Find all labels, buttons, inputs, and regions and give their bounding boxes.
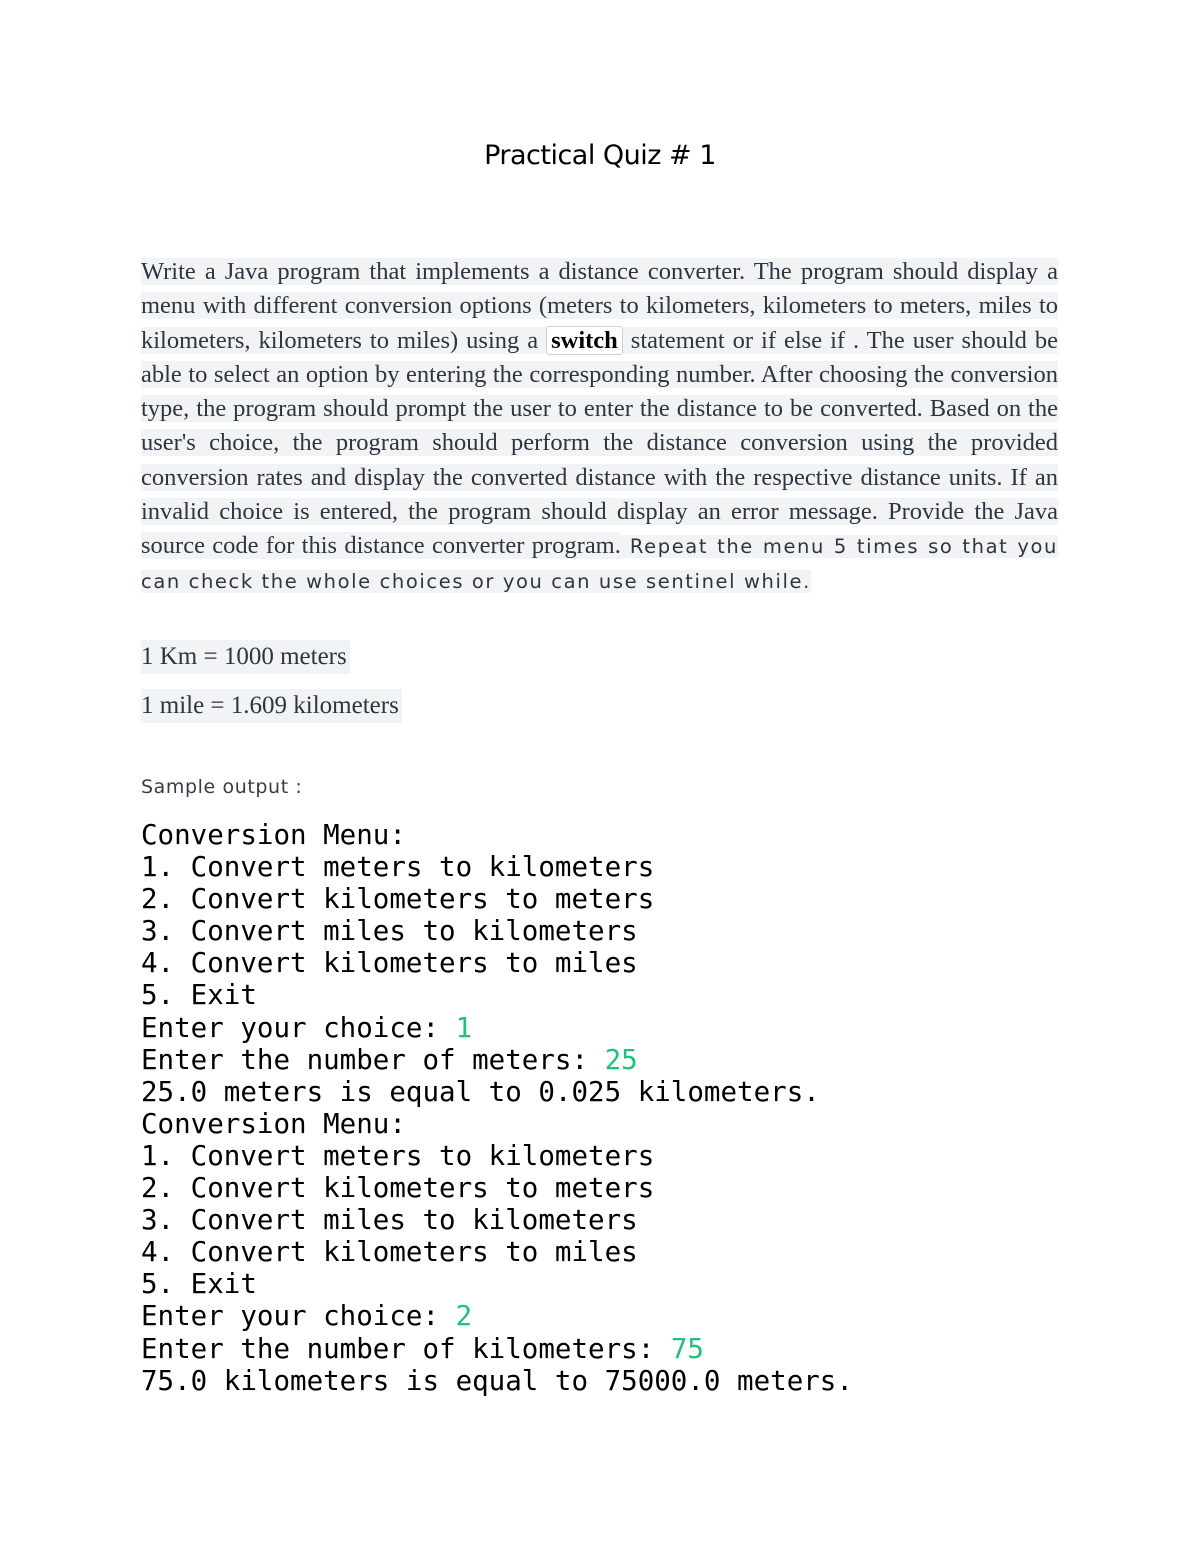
console-line <box>141 883 853 915</box>
console-line-text: 2. Convert kilometers to meters <box>141 883 655 916</box>
console-line-text: 1. Convert meters to kilometers <box>141 1139 655 1172</box>
console-line-text: Enter your choice: <box>141 1300 456 1333</box>
console-line <box>141 1140 853 1172</box>
console-line-text: 4. Convert kilometers to miles <box>141 947 638 980</box>
console-line-text: Conversion Menu: <box>141 1107 406 1140</box>
console-line <box>141 1365 853 1397</box>
console-line-text: 75.0 kilometers is equal to 75000.0 meters. <box>141 1364 853 1397</box>
statement-text-after-keyword: statement or if else if . The user should be able to select an option by entering the corresponding number. After choosing the conversion type, the program should prompt the user to enter the distance to be converted. Based on the user's choice, the program should perform the distance conversion using the provided conversion rates and display the converted distance with the respective distance units. If an invalid choice is entered, the program should display an error message. Provide the Java source code for this distance converter program <box>141 326 1058 560</box>
statement-text-before-keyword: Write a Java program that implements a distance converter. The program should display a menu with different conversion options (meters to kilometers, kilometers to meters, miles to kilometers, kilometers to miles) using a <box>141 258 1058 354</box>
console-line <box>141 1076 853 1108</box>
console-user-input: 1 <box>455 1011 473 1044</box>
console-line-text: 3. Convert miles to kilometers <box>141 1204 638 1237</box>
console-line <box>141 851 853 883</box>
console-line <box>141 947 853 979</box>
console-user-input: 75 <box>670 1332 704 1365</box>
console-line <box>141 819 853 851</box>
formula-mile-km: 1 mile = 1.609 kilometers <box>141 689 402 723</box>
console-line-text: 1. Convert meters to kilometers <box>141 851 655 884</box>
console-line-text: Enter the number of meters: <box>141 1043 605 1076</box>
console-line-text: 5. Exit <box>141 979 257 1012</box>
console-line <box>141 1268 853 1300</box>
console-line <box>141 1236 853 1268</box>
problem-statement <box>141 255 1058 598</box>
console-line <box>141 1108 853 1140</box>
console-line <box>141 1333 853 1365</box>
console-line-text: 4. Convert kilometers to miles <box>141 1236 638 1269</box>
console-line-text: Enter your choice: <box>141 1011 456 1044</box>
console-line-text: 2. Convert kilometers to meters <box>141 1172 655 1205</box>
statement-period: . <box>614 532 621 560</box>
page-title: Practical Quiz # 1 <box>484 140 716 171</box>
console-line-text: 5. Exit <box>141 1268 257 1301</box>
sample-output-label: Sample output : <box>141 776 303 798</box>
sample-console-output <box>141 819 853 1397</box>
statement-repeat-note: Repeat the menu 5 times so that you can check the whole choices or you can use sentinel while. <box>141 535 1058 593</box>
console-line <box>141 1012 853 1044</box>
console-line <box>141 1300 853 1332</box>
console-line <box>141 915 853 947</box>
console-line-text: Conversion Menu: <box>141 819 406 851</box>
console-line-text: 25.0 meters is equal to 0.025 kilometers. <box>141 1075 820 1108</box>
formula-km-meters: 1 Km = 1000 meters <box>141 640 350 674</box>
console-line-text: Enter the number of kilometers: <box>141 1332 671 1365</box>
console-line <box>141 1044 853 1076</box>
console-user-input: 2 <box>455 1300 473 1333</box>
console-user-input: 25 <box>604 1043 638 1076</box>
console-line <box>141 1172 853 1204</box>
console-line <box>141 979 853 1011</box>
switch-keyword: switch <box>546 326 623 355</box>
console-line <box>141 1204 853 1236</box>
console-line-text: 3. Convert miles to kilometers <box>141 915 638 948</box>
